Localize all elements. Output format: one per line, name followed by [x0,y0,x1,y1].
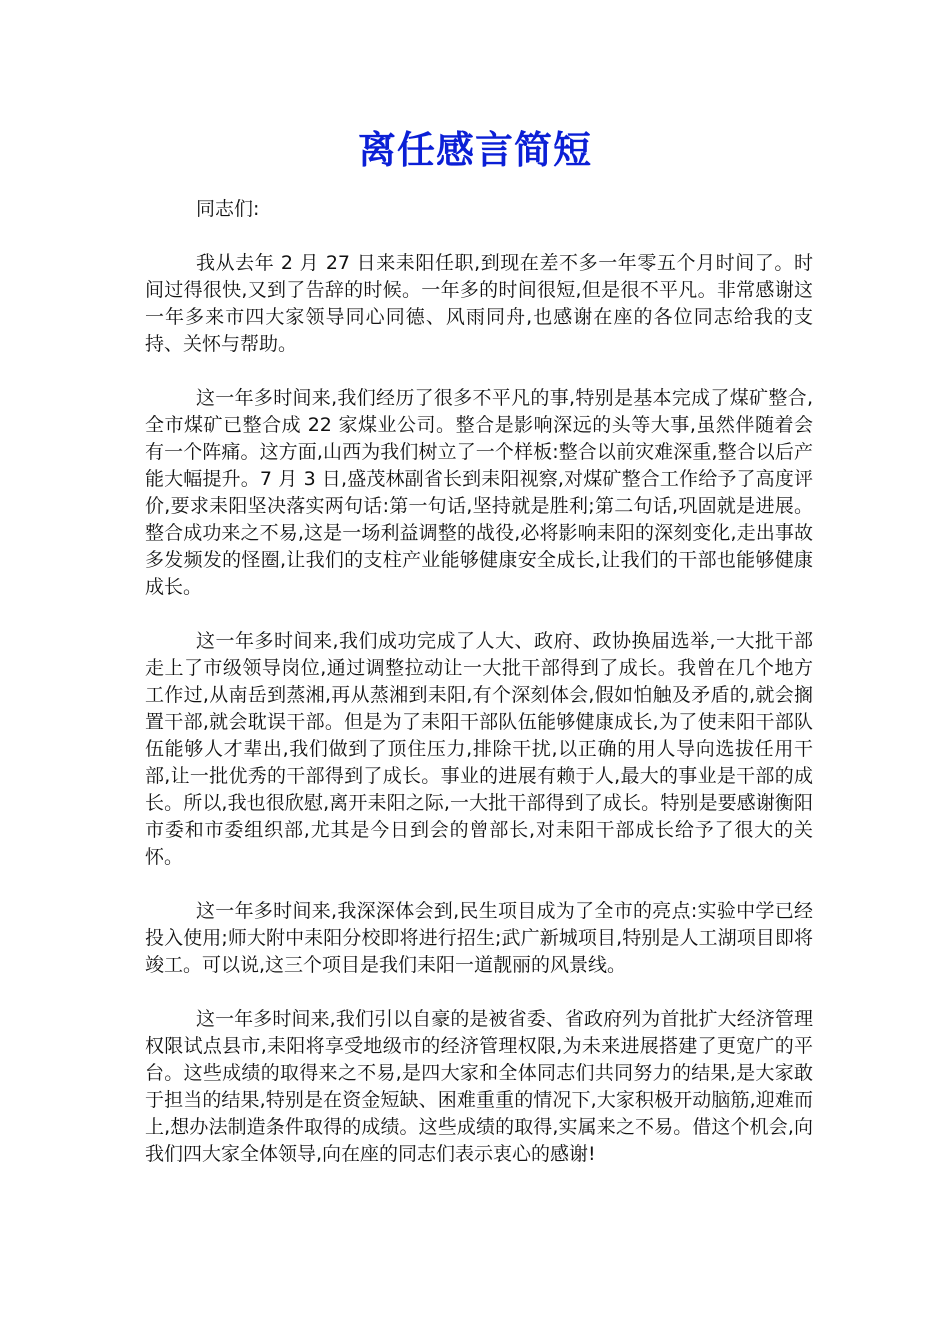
paragraph-1: 我从去年 2 月 27 日来耒阳任职,到现在差不多一年零五个月时间了。时间过得很快,又到了告辞的时候。一年多的时间很短,但是很不平凡。非常感谢这一年多来市四大家领导同心同德、风雨同舟,也感谢在座的各位同志给我的支持、关怀与帮助。 [145,252,813,355]
document-body [145,196,813,1195]
paragraph-5: 这一年多时间来,我们引以自豪的是被省委、省政府列为首批扩大经济管理权限试点县市,耒阳将享受地级市的经济管理权限,为未来进展搭建了更宽广的平台。这些成绩的取得来之不易,是四大家和全体同志们共同努力的结果,是大家敢于担当的结果,特别是在资金短缺、困难重重的情况下,大家积极开动脑筋,迎难而上,想办法制造条件取得的成绩。这些成绩的取得,实属来之不易。借这个机会,向我们四大家全体领导,向在座的同志们表示衷心的感谢! [145,1008,813,1165]
paragraph-3: 这一年多时间来,我们成功完成了人大、政府、政协换届选举,一大批干部走上了市级领导岗位,通过调整拉动让一大批干部得到了成长。我曾在几个地方工作过,从南岳到蒸湘,再从蒸湘到耒阳,有个深刻体会,假如怕触及矛盾的,就会搁置干部,就会耽误干部。但是为了耒阳干部队伍能够健康成长,为了使耒阳干部队伍能够人才辈出,我们做到了顶住压力,排除干扰,以正确的用人导向选拔任用干部,让一批优秀的干部得到了成长。事业的进展有赖于人,最大的事业是干部的成长。所以,我也很欣慰,离开耒阳之际,一大批干部得到了成长。特别是要感谢衡阳市委和市委组织部,尤其是今日到会的曾部长,对耒阳干部成长给予了很大的关怀。 [145,630,813,868]
salutation: 同志们: [196,198,260,220]
paragraph-4: 这一年多时间来,我深深体会到,民生项目成为了全市的亮点:实验中学已经投入使用;师大附中耒阳分校即将进行招生;武广新城项目,特别是人工湖项目即将竣工。可以说,这三个项目是我们耒阳一道靓丽的风景线。 [145,900,813,976]
paragraph-2: 这一年多时间来,我们经历了很多不平凡的事,特别是基本完成了煤矿整合,全市煤矿已整合成 22 家煤业公司。整合是影响深远的头等大事,虽然伴随着会有一个阵痛。这方面,山西为我们树立了一个样板:整合以前灾难深重,整合以后产能大幅提升。7 月 3 日,盛茂林副省长到耒阳视察,对煤矿整合工作给予了高度评价,要求耒阳坚决落实两句话:第一句话,坚持就是胜利;第二句话,巩固就是进展。整合成功来之不易,这是一场利益调整的战役,必将影响耒阳的深刻变化,走出事故多发频发的怪圈,让我们的支柱产业能够健康安全成长,让我们的干部也能够健康成长。 [145,387,813,598]
document-title: 离任感言简短 [357,127,592,172]
